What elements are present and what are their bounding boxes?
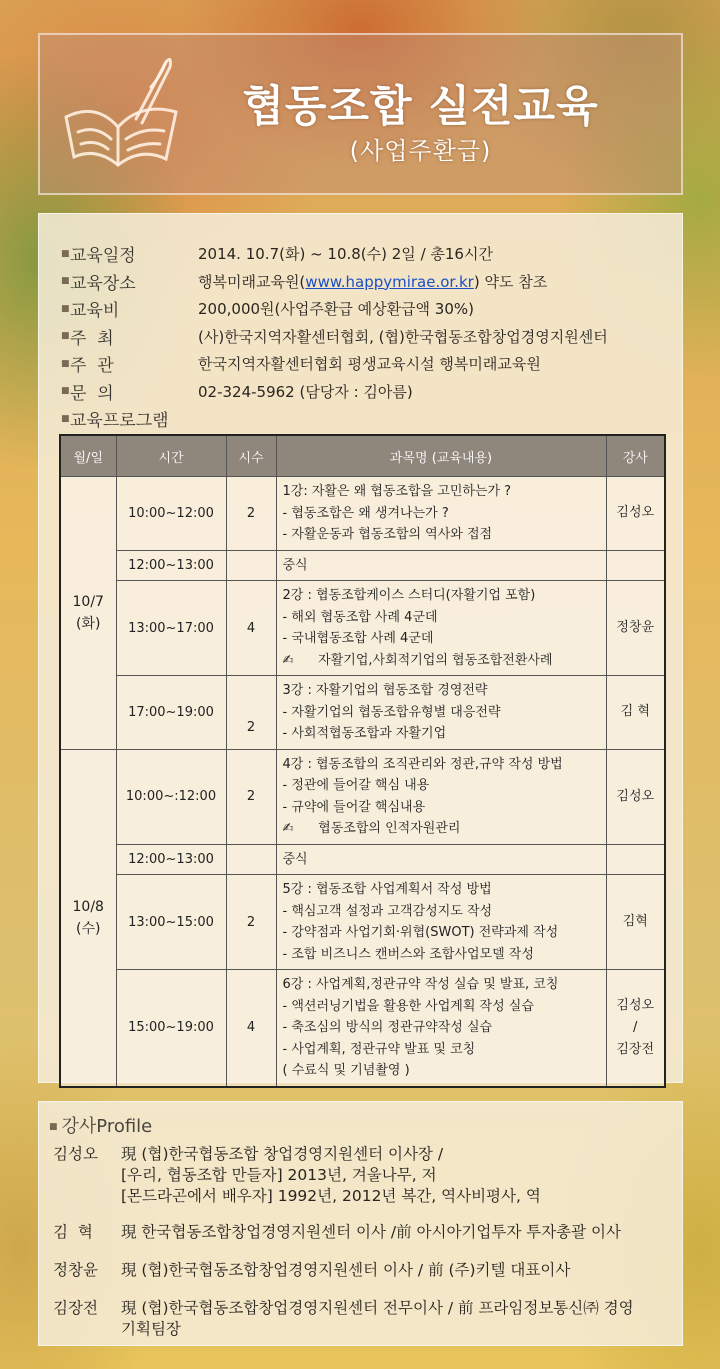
- subject-line: - 정관에 들어갈 핵심 내용: [282, 778, 430, 793]
- subject-line: - 축조심의 방식의 정관규약작성 실습: [282, 1020, 493, 1035]
- time-cell: 12:00~13:00: [116, 550, 226, 581]
- subject-line: 2강 : 협동조합케이스 스터디(자활기업 포함): [282, 588, 536, 603]
- subject-cell: [276, 749, 606, 844]
- table-header-row: [60, 435, 665, 477]
- time-cell: 15:00~19:00: [116, 970, 226, 1087]
- hours-cell: [226, 844, 276, 875]
- subject-cell: [276, 970, 606, 1087]
- bullet-icon: ■: [61, 331, 70, 342]
- instructor-cell: [606, 844, 665, 875]
- info-value-post: ) 약도 참조: [473, 272, 548, 291]
- subject-line: - 사회적협동조합과 자활기업: [282, 726, 447, 741]
- bullet-icon: ■: [61, 248, 70, 259]
- instructor-name: 김성오: [53, 1145, 98, 1163]
- subject-line: 4강 : 협동조합의 조직관리와 정관,규약 작성 방법: [282, 756, 563, 772]
- table-row: [60, 844, 665, 875]
- info-value-pre: 행복미래교육원(: [198, 272, 306, 291]
- column-header-time: 시간: [116, 435, 226, 477]
- hours-cell: 2: [226, 749, 276, 844]
- subject-line: - 해외 협동조합 사례 4군데: [282, 609, 438, 625]
- subject-line: - 조합 비즈니스 캔버스와 조합사업모델 작성: [282, 946, 534, 962]
- instructor-cell: 김성오: [606, 749, 665, 844]
- table-row: [60, 581, 665, 676]
- date-cell: 10/7 (화): [60, 477, 116, 750]
- time-cell: 13:00~15:00: [116, 875, 226, 970]
- page-subtitle: (사업주환급): [349, 137, 492, 165]
- subject-line: ✍ 자활기업,사회적기업의 협동조합전환사례: [282, 652, 553, 668]
- instructor-name: 정창윤: [53, 1261, 98, 1279]
- instructor-cell: 김혁: [606, 875, 665, 970]
- page-title: 협동조합 실전교육: [242, 82, 599, 132]
- bio-line: 現 (협)한국협동조합 창업경영지원센터 이사장 /: [121, 1145, 444, 1163]
- subject-line: - 규약에 들어갈 핵심내용: [282, 799, 426, 815]
- profile-row: [53, 1144, 674, 1207]
- subject-line: - 강약점과 사업기회·위협(SWOT) 전략과제 작성: [282, 925, 559, 940]
- subject-line: ✍ 협동조합의 인적자원관리: [282, 821, 461, 836]
- schedule-table: [59, 434, 666, 1088]
- subject-line: ( 수료식 및 기념촬영 ): [282, 1063, 410, 1078]
- column-header-date: 월/일: [60, 435, 116, 477]
- info-label: 주 관: [70, 356, 114, 377]
- subject-line: 중식: [282, 851, 308, 867]
- bullet-icon: ■: [61, 413, 70, 424]
- column-header-hours: 시수: [226, 435, 276, 477]
- subject-line: - 협동조합은 왜 생겨나는가 ?: [282, 505, 449, 521]
- subject-cell: [276, 550, 606, 581]
- info-row-host: [61, 323, 672, 351]
- instructor-cell: 정창윤: [606, 581, 665, 676]
- info-row-fee: [61, 295, 672, 323]
- hours-cell: 2: [226, 477, 276, 551]
- bullet-icon: ■: [61, 386, 70, 397]
- time-cell: 13:00~17:00: [116, 581, 226, 676]
- bullet-icon: ■: [49, 1122, 58, 1132]
- bio-line: [몬드라곤에서 배우자] 1992년, 2012년 복간, 역사비평사, 역: [121, 1187, 541, 1205]
- info-row-organizer: [61, 350, 672, 378]
- subject-cell: [276, 875, 606, 970]
- bio-line: 기획팀장: [121, 1320, 181, 1338]
- info-row-schedule: [61, 240, 672, 268]
- info-value: (사)한국지역자활센터협회, (협)한국협동조합창업경영지원센터: [198, 327, 608, 346]
- info-label: 문 의: [70, 383, 114, 404]
- bullet-icon: ■: [61, 276, 70, 287]
- subject-line: - 국내협동조합 사례 4군데: [282, 631, 434, 646]
- subject-line: 6강 : 사업계획,정관규약 작성 실습 및 발표, 코칭: [282, 977, 559, 992]
- hours-cell: [226, 550, 276, 581]
- profile-panel: [38, 1101, 683, 1346]
- bio-line: 現 (협)한국협동조합창업경영지원센터 이사 / 前 (주)키텔 대표이사: [121, 1261, 571, 1279]
- bullet-icon: ■: [61, 358, 70, 369]
- bio-line: [우리, 협동조합 만들자] 2013년, 겨울나무, 저: [121, 1166, 437, 1184]
- info-list: [61, 240, 672, 433]
- time-cell: 10:00~:12:00: [116, 749, 226, 844]
- info-label: 교육장소: [70, 273, 136, 294]
- instructor-bio: [121, 1260, 674, 1281]
- hours-cell: 2: [226, 676, 276, 750]
- subject-line: 3강 : 자활기업의 협동조합 경영전략: [282, 683, 488, 698]
- subject-line: 5강 : 협동조합 사업계획서 작성 방법: [282, 882, 492, 897]
- info-label: 교육비: [70, 301, 120, 322]
- column-header-subject: 과목명 (교육내용): [276, 435, 606, 477]
- profile-title-text: 강사Profile: [61, 1116, 153, 1137]
- hours-cell: 4: [226, 970, 276, 1087]
- subject-cell: [276, 844, 606, 875]
- subject-cell: [276, 477, 606, 551]
- header-banner: [38, 33, 683, 195]
- table-row: [60, 676, 665, 750]
- hours-cell: 2: [226, 875, 276, 970]
- table-row: [60, 970, 665, 1087]
- instructor-cell: 김성오: [606, 477, 665, 551]
- instructor-bio: [121, 1144, 674, 1207]
- info-row-program: [61, 405, 672, 433]
- bullet-icon: ■: [61, 303, 70, 314]
- info-value: [198, 271, 672, 292]
- profile-row: [53, 1222, 674, 1243]
- subject-line: - 핵심고객 설정과 고객감성지도 작성: [282, 903, 493, 919]
- table-row: [60, 550, 665, 581]
- subject-line: 1강: 자활은 왜 협동조합을 고민하는가 ?: [282, 484, 512, 499]
- info-label: 주 최: [70, 328, 114, 349]
- date-cell: 10/8 (수): [60, 749, 116, 1087]
- info-label: 교육프로그램: [70, 411, 169, 432]
- subject-line: - 사업계획, 정관규약 발표 및 코칭: [282, 1041, 476, 1057]
- time-cell: 12:00~13:00: [116, 844, 226, 875]
- time-cell: 10:00~12:00: [116, 477, 226, 551]
- info-row-location: [61, 268, 672, 296]
- profile-row: [53, 1260, 674, 1281]
- info-row-contact: [61, 378, 672, 406]
- subject-cell: [276, 676, 606, 750]
- instructor-bio: [121, 1222, 674, 1243]
- instructor-cell: [606, 550, 665, 581]
- hours-cell: 4: [226, 581, 276, 676]
- info-panel: [38, 213, 683, 1083]
- time-cell: 17:00~19:00: [116, 676, 226, 750]
- info-value: 2014. 10.7(화) ~ 10.8(수) 2일 / 총16시간: [198, 245, 493, 264]
- profile-title: [49, 1112, 152, 1138]
- info-label: 교육일정: [70, 246, 136, 267]
- table-row: [60, 477, 665, 551]
- subject-line: - 자활기업의 협동조합유형별 대응전략: [282, 704, 501, 720]
- instructor-cell: 김성오 / 김장전: [606, 970, 665, 1087]
- subject-line: - 액션러닝기법을 활용한 사업계획 작성 실습: [282, 998, 534, 1014]
- bio-line: 現 (협)한국협동조합창업경영지원센터 전무이사 / 前 프라임정보통신㈜ 경영: [121, 1299, 634, 1317]
- instructor-bio: [121, 1298, 674, 1340]
- instructor-cell: 김 혁: [606, 676, 665, 750]
- profile-row: [53, 1298, 674, 1340]
- info-value: 02-324-5962 (담당자 : 김아름): [198, 382, 413, 401]
- table-row: [60, 875, 665, 970]
- bio-line: 現 한국협동조합창업경영지원센터 이사 /前 아시아기업투자 투자총괄 이사: [121, 1223, 622, 1241]
- column-header-instructor: 강사: [606, 435, 665, 477]
- subject-cell: [276, 581, 606, 676]
- instructor-name: 김장전: [53, 1299, 98, 1317]
- table-row: [60, 749, 665, 844]
- subject-line: 중식: [282, 557, 308, 573]
- subject-line: - 자활운동과 협동조합의 역사와 접점: [282, 527, 493, 542]
- info-value: 한국지역자활센터협회 평생교육시설 행복미래교육원: [198, 355, 541, 374]
- website-link[interactable]: www.happymirae.or.kr: [305, 272, 474, 291]
- instructor-name: 김 혁: [53, 1223, 93, 1241]
- info-value: 200,000원(사업주환급 예상환급액 30%): [198, 300, 474, 319]
